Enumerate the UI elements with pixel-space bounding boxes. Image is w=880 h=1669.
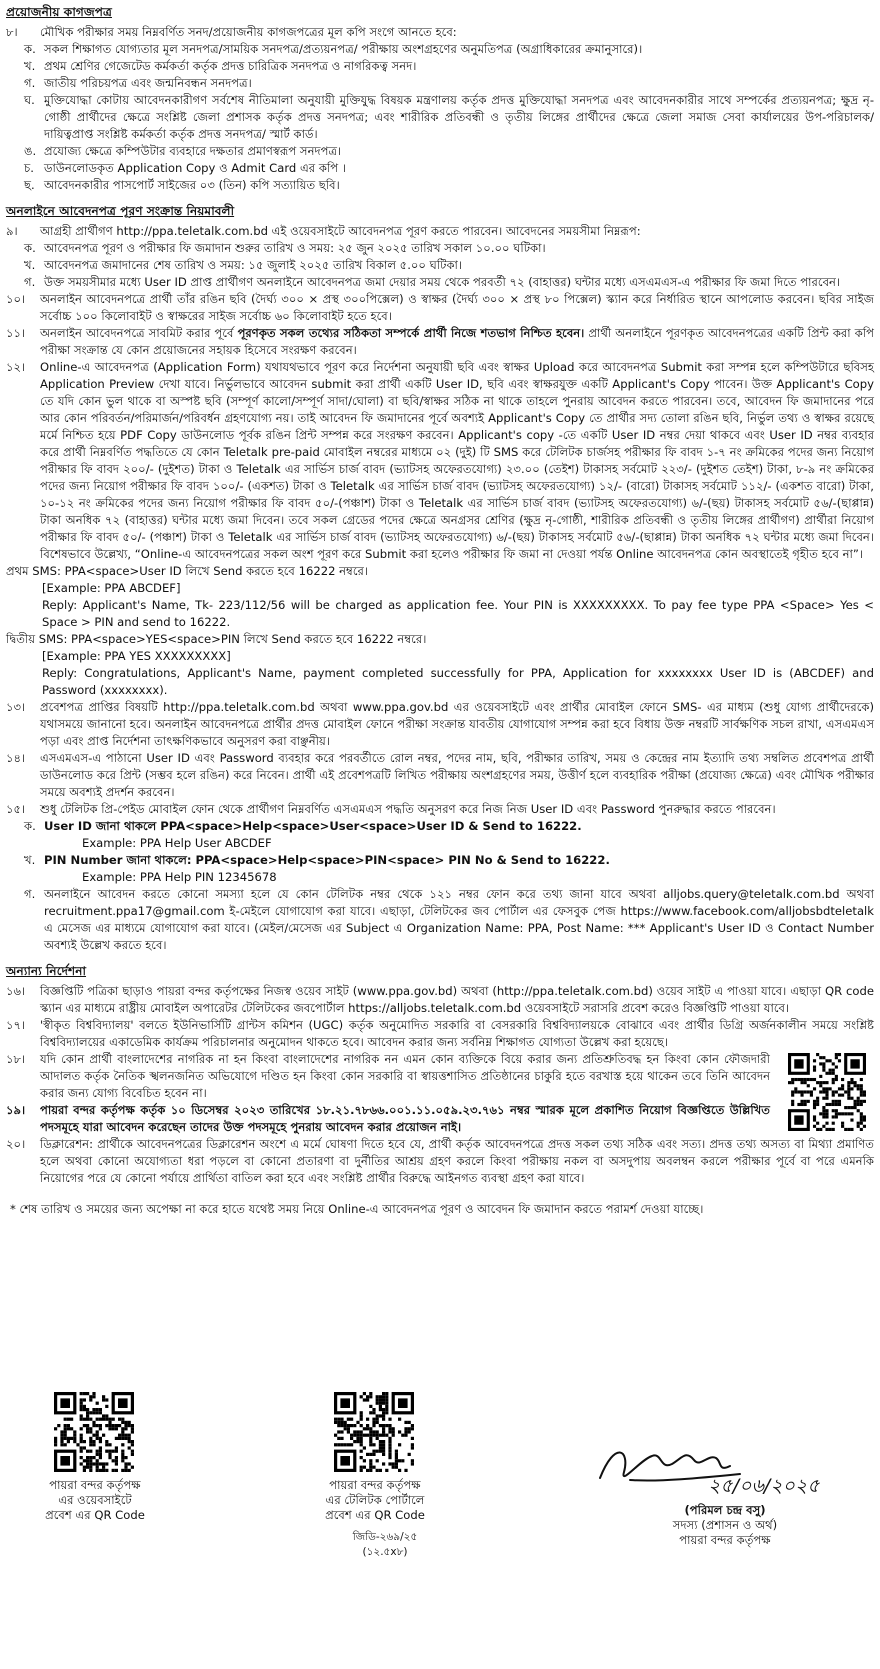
qr-code-teletalk-portal bbox=[334, 1392, 414, 1472]
sms-2-example: [Example: PPA YES XXXXXXXXX] bbox=[42, 649, 231, 663]
subitem-pin bbox=[24, 852, 874, 869]
subitem-text: প্রযোজ্য ক্ষেত্রে কম্পিউটার ব্যবহারে দক্ষতার প্রমাণস্বরূপ সনদপত্র। bbox=[44, 144, 342, 158]
item-text: শুধু টেলিটক প্রি-পেইড মোবাইল ফোন থেকে প্রার্থীগণ নিম্নবর্ণিত এসএমএস পদ্ধতি অনুসরণ করে নিজ নিজ User ID এবং Password পুনরুদ্ধার করতে পারবেন। bbox=[40, 802, 776, 816]
subitem-text: আবেদনকারীর পাসপোর্ট সাইজের ০৩ (তিন) কপি সত্যায়িত ছবি। bbox=[44, 178, 340, 192]
subitem-user-id bbox=[24, 818, 874, 835]
sms-2-reply: Reply: Congratulations, Applicant's Name, payment completed successfully for PPA, Application for xxxxxxxx User ID is (ABCDEF) and Password (xxxxxxxx). bbox=[42, 666, 874, 697]
signature-date: ২৫/০৬/২০২৫ bbox=[708, 1475, 820, 1497]
qr-caption-teletalk bbox=[290, 1478, 460, 1523]
subitem-label: খ. bbox=[24, 853, 36, 867]
item-8 bbox=[6, 24, 874, 41]
subitem bbox=[24, 41, 874, 58]
item-text: 'স্বীকৃত বিশ্ববিদ্যালয়' বলতে ইউনিভার্সিটি গ্রান্টস কমিশন (UGC) কর্তৃক অনুমোদিত সরকারি বা বেসরকারি বিশ্ববিদ্যালয়কে বোঝাবে এবং প্রার্থীর ডিগ্রি অর্জনকালীন সময়ে সংশ্লিষ্ট বিশ্ববিদ্যালয়ের একাডেমিক কার্যক্রম পরিচালনার অনুমোদন থাকতে হবে। আবেদন করার জন্য সর্বনিম্ন শিক্ষাগত যোগ্যতা উল্লেখ করা হয়েছে। bbox=[40, 1018, 874, 1049]
subitem-label: চ. bbox=[24, 161, 34, 175]
subitem-text: User ID জানা থাকলে PPA<space>Help<space>User<space>User ID & Send to 16222. bbox=[44, 819, 582, 833]
qr-code-graphic bbox=[54, 1392, 134, 1472]
signatory-name: (পরিমল চন্দ্র বসু) bbox=[684, 1503, 766, 1517]
item-text: প্রবেশপত্র প্রাপ্তির বিষয়টি http://ppa.teletalk.com.bd অথবা www.ppa.gov.bd এর ওয়েবসাইটে এবং প্রার্থীর মোবাইল ফোনে SMS- এর মাধ্যম (শুধু যোগ্য প্রার্থীদেরকে) যথাসময়ে জানানো হবে। অনলাইন আবেদনপত্রে প্রার্থীর প্রদত্ত মোবাইল ফোনে পরীক্ষা সংক্রান্ত যাবতীয় যোগাযোগ সম্পন্ন করা হবে বিধায় উক্ত নম্বরটি সার্বক্ষণিক সচল রাখা, এসএমএস পড়া এবং প্রাপ্ত নির্দেশনা তাৎক্ষণিকভাবে অনুসরণ করা বাঞ্ছনীয়। bbox=[40, 700, 874, 748]
signatory-designation: সদস্য (প্রশাসন ও অর্থ) bbox=[672, 1518, 778, 1532]
section-title-online-application-rules: অনলাইনে আবেদনপত্র পূরণ সংক্রান্ত নিয়মাবলী bbox=[6, 204, 235, 218]
qr-code-graphic bbox=[788, 1053, 866, 1131]
item-text: পায়রা বন্দর কর্তৃপক্ষ কর্তৃক ১০ ডিসেম্বর ২০২৩ তারিখের ১৮.২১.৭৮৬৬.০০১.১১.০৫৯.২৩.৭৬১ নম্বর স্মারক মূলে প্রকাশিত নিয়োগ বিজ্ঞপ্তিতে উল্লিখিত পদসমূহে যারা আবেদন করেছেন তাদের উক্ত পদসমূহে পুনরায় আবেদন করার প্রয়োজন নাই। bbox=[40, 1103, 770, 1134]
subitem-text: আবেদনপত্র জমাদানের শেষ তারিখ ও সময়: ১৫ জুলাই ২০২৫ তারিখ বিকাল ৫.০০ ঘটিকা। bbox=[44, 258, 463, 272]
item-number: ১৮। bbox=[6, 1052, 26, 1066]
subitem-example: Example: PPA Help PIN 12345678 bbox=[82, 870, 277, 884]
subitem-contact bbox=[24, 886, 874, 954]
item-14 bbox=[6, 750, 874, 801]
item-number: ৯। bbox=[6, 224, 18, 238]
subitem bbox=[24, 143, 874, 160]
subitem bbox=[24, 160, 874, 177]
subitem-label: ক. bbox=[24, 241, 36, 255]
item-text-emphasis: পূরণকৃত সকল তথ্যের সঠিকতা সম্পর্কে প্রার্থী নিজে শতভাগ নিশ্চিত হবেন। bbox=[237, 326, 585, 340]
subitem-text: PIN Number জানা থাকলে: PPA<space>Help<space>PIN<space> PIN No & Send to 16222. bbox=[44, 853, 610, 867]
subitem-text: উক্ত সময়সীমার মধ্যে User ID প্রাপ্ত প্রার্থীগণ অনলাইনে আবেদনপত্র জমা দেয়ার সময় থেকে পরবর্তী ৭২ (বাহাত্তর) ঘন্টার মধ্যে এসএমএস-এ পরীক্ষার ফি জমা দিতে পারবেন। bbox=[44, 275, 841, 289]
item-15 bbox=[6, 801, 874, 818]
subitem-text: সকল শিক্ষাগত যোগ্যতার মূল সনদপত্র/সাময়িক সনদপত্র/প্রত্যয়নপত্র/ পরীক্ষায় অংশগ্রহণের অনুমতিপত্র (অগ্রাধিকারের ক্রমানুসারে)। bbox=[44, 42, 643, 56]
item-17 bbox=[6, 1017, 874, 1051]
reference-code: জিডি-২৬৯/২৫ (১২.৫x৮) bbox=[352, 1531, 418, 1558]
item-number: ৮। bbox=[6, 25, 18, 39]
caption-line: পায়রা বন্দর কর্তৃপক্ষ bbox=[329, 1478, 421, 1492]
item-text: আগ্রহী প্রার্থীগণ http://ppa.teletalk.com.bd এই ওয়েবসাইটে আবেদনপত্র পূরণ করতে পারবেন। আবেদনের সময়সীমা নিম্নরূপ: bbox=[40, 224, 641, 238]
qr-code-website bbox=[54, 1392, 134, 1472]
subitem-label: ঙ. bbox=[24, 144, 37, 158]
subitem-label: খ. bbox=[24, 258, 36, 272]
item-number: ১৩। bbox=[6, 700, 26, 714]
item-number: ১৬। bbox=[6, 984, 26, 998]
signature-graphic bbox=[590, 1420, 840, 1500]
item-12 bbox=[6, 359, 874, 563]
section-title-required-documents: প্রয়োজনীয় কাগজপত্র bbox=[6, 5, 112, 19]
subitem bbox=[24, 257, 874, 274]
item-text: প্রার্থী অনলাইনে পূরণকৃত আবেদনপত্রের একটি প্রিন্ট করা কপি পরীক্ষা সংক্রান্ত যে কোন প্রয়োজনের সহায়ক হিসেবে সংরক্ষণ করবেন। bbox=[40, 326, 875, 357]
subitem bbox=[24, 92, 874, 143]
sms-1-instruction: প্রথম SMS: PPA<space>User ID লিখে Send করতে হবে 16222 নম্বরে। bbox=[6, 564, 369, 578]
signatory-org: পায়রা বন্দর কর্তৃপক্ষ bbox=[679, 1533, 771, 1547]
item-text: এসএমএস-এ পাঠানো User ID এবং Password ব্যবহার করে পরবর্তীতে রোল নম্বর, পদের নাম, ছবি, পরীক্ষার তারিখ, সময় ও কেন্দ্রের নাম ইত্যাদি তথ্য সম্বলিত প্রবেশপত্র প্রার্থী ডাউনলোড করে প্রিন্ট (সম্ভব হলে রঙিন) করে নিবেন। প্রার্থী এই প্রবেশপত্রটি লিখিত পরীক্ষায় অংশগ্রহণের সময়, উত্তীর্ণ হলে ব্যবহারিক পরীক্ষা (প্রযোজ্য ক্ষেত্রে) এবং মৌখিক পরীক্ষার সময়ে অবশ্যই প্রদর্শন করবেন। bbox=[40, 751, 874, 799]
subitem-label: গ. bbox=[24, 275, 36, 289]
subitem-text: অনলাইনে আবেদন করতে কোনো সমস্যা হলে যে কোন টেলিটক নম্বর থেকে ১২১ নম্বর ফোন করে তথ্য জানা যাবে অথবা alljobs.query@teletalk.com.bd অথবা recruitment.ppa17@gmail.com ই-মেইলে যোগাযোগ করা যাবে। এছাড়া, টেলিটকের জব পোর্টাল এর ফেসবুক পেজ https://www.facebook.com/alljobsbdteletalk এ মেসেজ এর মাধ্যমে যোগাযোগ করা যাবে। (মেইল/মেসেজ এর Subject এ Organization Name: PPA, Post Name: *** Applicant's User ID ও Contact Number অবশ্যই উল্লেখ করতে হবে। bbox=[44, 887, 874, 952]
caption-line: প্রবেশ এর QR Code bbox=[325, 1508, 425, 1522]
subitem-example: Example: PPA Help User ABCDEF bbox=[82, 836, 272, 850]
item-number: ১৪। bbox=[6, 751, 26, 765]
sms-1-example: [Example: PPA ABCDEF] bbox=[42, 581, 181, 595]
handwritten-signature bbox=[590, 1420, 840, 1500]
item-11 bbox=[6, 325, 874, 359]
subitem-label: ঘ. bbox=[24, 93, 35, 107]
subitem bbox=[24, 274, 874, 291]
items-18-19-block bbox=[6, 1051, 874, 1136]
section-title-other-instructions: অন্যান্য নির্দেশনা bbox=[6, 964, 87, 978]
subitem-text: মুক্তিযোদ্ধা কোটায় আবেদনকারীগণ সর্বশেষ নীতিমালা অনুযায়ী মুক্তিযুদ্ধ বিষয়ক মন্ত্রণালয় কর্তৃক প্রদত্ত মুক্তিযোদ্ধা সনদপত্র এবং আবেদনকারীর সাথে সম্পর্কের প্রত্যয়নপত্র; ক্ষুদ্র নৃ-গোষ্ঠী প্রার্থীদের ক্ষেত্রে সংশ্লিষ্ট জেলা প্রশাসক কর্তৃক প্রদত্ত সনদপত্র; এবং শারীরিক প্রতিবন্ধী ও তৃতীয় লিঙ্গের প্রার্থীদের ক্ষেত্রে জেলা সমাজ সেবা কার্যালয়ের উপ-পরিচালক/ দায়িত্বপ্রাপ্ত সংশ্লিষ্ট কর্মকর্তা কর্তৃক প্রদত্ত সনদপত্র/ স্মার্ট কার্ড। bbox=[44, 93, 874, 141]
subitem bbox=[24, 58, 874, 75]
item-16 bbox=[6, 983, 874, 1017]
item-number: ১১। bbox=[6, 326, 26, 340]
item-20 bbox=[6, 1136, 874, 1187]
subitem bbox=[24, 75, 874, 92]
item-text: যদি কোন প্রার্থী বাংলাদেশের নাগরিক না হন কিংবা বাংলাদেশের নাগরিক নন এমন কোন ব্যক্তিকে বিয়ে করার জন্য প্রতিশ্রুতিবদ্ধ হন কিংবা কোন ফৌজদারী আদালত কর্তৃক নৈতিক স্খলনজনিত অভিযোগে দণ্ডিত হন কিংবা কোন সরকারি বা স্বায়ত্তশাসিত প্রতিষ্ঠানের চাকুরি হতে বরখাস্ত হয়ে থাকেন তবে তিনি আবেদন করার জন্য যোগ্য বিবেচিত হবেন না। bbox=[40, 1052, 770, 1100]
qr-code-graphic bbox=[334, 1392, 414, 1472]
item-text: Online-এ আবেদনপত্র (Application Form) যথাযথভাবে পূরণ করে নির্দেশনা অনুযায়ী ছবি এবং স্বাক্ষর Upload করে আবেদনপত্র Submit করা সম্পন্ন হলে কম্পিউটারে ছবিসহ Application Preview দেখা যাবে। নির্ভুলভাবে আবেদন submit করা প্রার্থী একটি User ID, ছবি এবং স্বাক্ষরযুক্ত একটি Applicant's Copy পাবেন। উক্ত Applicant's Copy তে যদি কোন ভুল থাকে বা অস্পষ্ট ছবি (সম্পূর্ণ কালো/সম্পূর্ণ সাদা/ঘোলা) বা ছবি/স্বাক্ষর সঠিক না থাকে তাহলে পুনরায় আবেদন করতে পারবেন। তবে, আবেদন ফি জমাদানের পরে আর কোন পরিবর্তন/পরিমার্জন/পরিবর্ধন গ্রহণযোগ্য নয়। তাই আবেদন ফি জমাদানের পূর্বে অবশ্যই Applicant's Copy তে প্রার্থীর সদ্য তোলা রঙিন ছবি, নির্ভুল তথ্য ও স্বাক্ষর রয়েছে মর্মে নিশ্চিত হয়ে PDF Copy ডাউনলোড পূর্বক রঙিন প্রিন্ট সম্পন্ন করে সংরক্ষণ করবেন। Applicant's copy -তে একটি User ID নম্বর দেয়া থাকবে এবং User ID নম্বর ব্যবহার করে প্রার্থী নিম্নবর্ণিত পদ্ধতিতে যে কোন Teletalk pre-paid মোবাইল নম্বরের মাধ্যমে ০২ (দুই) টি SMS করে টেলিটক চার্জসহ পরীক্ষার ফি বাবদ ১-৭ নং ক্রমিকের পদের জন্য নিয়োগ পরীক্ষার ফি বাবদ ২০০/- (দুইশত) টাকা ও Teletalk এর সার্ভিস চার্জ বাবদ (ভ্যাটসহ অফেরতযোগ্য) ২৩.০০ (তেইশ) টাকাসহ সর্বমোট ২২৩/- (দুইশত তেইশ) টাকা, ৮-৯ নং ক্রমিকের পদের জন্য নিয়োগ পরীক্ষার ফি বাবদ ১০০/- (একশত) টাকা ও Teletalk এর সার্ভিস চার্জ বাবদ (ভ্যাটসহ অফেরতযোগ্য) ১২/- (বারো) টাকাসহ সর্বমোট ১১২/- (একশত বারো) টাকা, ১০-১২ নং ক্রমিকের পদের জন্য নিয়োগ পরীক্ষার ফি বাবদ ৫০/-(পঞ্চাশ) টাকা ও Teletalk এর সার্ভিস চার্জ বাবদ (ভ্যাটসহ অফেরতযোগ্য) ৬/-(ছয়) টাকাসহ সর্বমোট ৫৬/-(ছাপ্পান্ন) টাকা অনধিক ৭২ (বাহাত্তর) ঘন্টার মধ্যে জমা দিবেন। তবে সকল গ্রেডের পদের ক্ষেত্রে অনগ্রসর শ্রেণির (ক্ষুদ্র নৃ-গোষ্ঠী, শারীরিক প্রতিবন্ধী ও তৃতীয় লিঙ্গের প্রার্থীগণ) প্রার্থীরা নিয়োগ পরীক্ষার ফি বাবদ ৫০/- (পঞ্চাশ) টাকা ও Teletalk এর সার্ভিস চার্জ বাবদ (ভ্যাটসহ অফেরতযোগ্য) ৬/-(ছয়) টাকাসহ সর্বমোট ৫৬/-(ছাপ্পান্ন) টাকা অনধিক ৭২ ঘন্টার মধ্যে জমা দিবেন। বিশেষভাবে উল্লেখ্য, “Online-এ আবেদনপত্রের সকল অংশ পূরণ করে Submit করা হলেও পরীক্ষার ফি জমা না দেওয়া পর্যন্ত Online আবেদনপত্র কোন অবস্থাতেই গৃহীত হবে না”। bbox=[40, 360, 874, 561]
item-number: ১০। bbox=[6, 292, 26, 306]
subitem-label: গ. bbox=[24, 887, 36, 901]
caption-line: পায়রা বন্দর কর্তৃপক্ষ bbox=[49, 1478, 141, 1492]
caption-line: এর ওয়েবসাইটে bbox=[58, 1493, 132, 1507]
subitem-text: আবেদনপত্র পূরণ ও পরীক্ষার ফি জমাদান শুরুর তারিখ ও সময়: ২৫ জুন ২০২৫ তারিখ সকাল ১০.০০ ঘটিকা। bbox=[44, 241, 546, 255]
item-number: ১৭। bbox=[6, 1018, 26, 1032]
item-19 bbox=[6, 1102, 770, 1136]
item-13 bbox=[6, 699, 874, 750]
subitem bbox=[24, 240, 874, 257]
item-18 bbox=[6, 1051, 770, 1102]
subitem bbox=[24, 177, 874, 194]
subitem-text: প্রথম শ্রেণির গেজেটেড কর্মকর্তা কর্তৃক প্রদত্ত চারিত্রিক সনদপত্র ও নাগরিকত্ব সনদ। bbox=[44, 59, 417, 73]
item-text: অনলাইন আবেদনপত্রে প্রার্থী তাঁর রঙিন ছবি (দৈর্ঘ্য ৩০০ × প্রস্থ ৩০০পিক্সেল) ও স্বাক্ষর (দৈর্ঘ্য ৩০০ × প্রস্থ ৮০ পিক্সেল) স্ক্যান করে নির্ধারিত স্থানে আপলোড করবেন। ছবির সাইজ সর্বোচ্চ ১০০ কিলোবাইট ও স্বাক্ষরের সাইজ সর্বোচ্চ ৬০ কিলোবাইট হতে হবে। bbox=[40, 292, 874, 323]
caption-line: প্রবেশ এর QR Code bbox=[45, 1508, 145, 1522]
document-page bbox=[6, 4, 874, 1218]
item-text: ডিক্লারেশন: প্রার্থীকে আবেদনপত্রের ডিক্লারেশন অংশে এ মর্মে ঘোষণা দিতে হবে যে, প্রার্থী কর্তৃক আবেদনপত্রে প্রদত্ত সকল তথ্য সঠিক এবং সত্য। প্রদত্ত তথ্য অসত্য বা মিথ্যা প্রমাণিত হলে অথবা কোনো অযোগ্যতা ধরা পড়লে বা কোনো প্রতারণা বা দুর্নীতির আশ্রয় গ্রহণ করলে কিংবা পরীক্ষায় নকল বা অসদুপায় অবলম্বন করলে পরীক্ষার পূর্বে বা পরে এমনকি নিয়োগের পরে যে কোনো পর্যায়ে প্রার্থিতা বাতিল করা হবে এবং সংশ্লিষ্ট প্রার্থীর বিরুদ্ধে আইনগত ব্যবস্থা গ্রহণ করা যাবে। bbox=[40, 1137, 874, 1185]
subitem-label: ক. bbox=[24, 819, 36, 833]
item-10 bbox=[6, 291, 874, 325]
item-number: ২০। bbox=[6, 1137, 26, 1151]
qr-code-right bbox=[788, 1053, 866, 1131]
subitem-label: ছ. bbox=[24, 178, 35, 192]
item-text: অনলাইন আবেদনপত্রে সাবমিট করার পূর্বে bbox=[40, 326, 234, 340]
footnote: * শেষ তারিখ ও সময়ের জন্য অপেক্ষা না করে হাতে যথেষ্ট সময় নিয়ে Online-এ আবেদনপত্র পূরণ ও আবেদন ফি জমাদান করতে পরামর্শ দেওয়া যাচ্ছে। bbox=[10, 1202, 704, 1216]
subitem-text: ডাউনলোডকৃত Application Copy ও Admit Card এর কপি । bbox=[44, 161, 346, 175]
subitem-label: খ. bbox=[24, 59, 36, 73]
item-9 bbox=[6, 223, 874, 240]
item-number: ১৯। bbox=[6, 1103, 26, 1117]
item-number: ১৫। bbox=[6, 802, 26, 816]
item-text: মৌখিক পরীক্ষার সময় নিম্নবর্ণিত সনদ/প্রয়োজনীয় কাগজপত্রের মূল কপি সংগে আনতে হবে: bbox=[40, 25, 457, 39]
item-text: বিজ্ঞপ্তিটি পত্রিকা ছাড়াও পায়রা বন্দর কর্তৃপক্ষের নিজস্ব ওয়েব সাইট (www.ppa.gov.bd) অথবা (http://ppa.teletalk.com.bd) ওয়েব সাইট এ পাওয়া যাবে। এছাড়া QR code স্ক্যান এর মাধ্যমে রাষ্ট্রীয় মোবাইল অপারেটর টেলিটকের জবপোর্টাল https://alljobs.teletalk.com.bd ওয়েবসাইটে সরাসরি প্রবেশ করেও বিজ্ঞপ্তিটি পাওয়া যাবে। bbox=[40, 984, 874, 1015]
caption-line: এর টেলিটক পোর্টালে bbox=[325, 1493, 425, 1507]
sms-1-reply: Reply: Applicant's Name, Tk- 223/112/56 will be charged as application fee. Your PIN is XXXXXXXXX. To pay fee type PPA <Space> Yes < Space > PIN and send to 16222. bbox=[42, 598, 874, 629]
subitem-label: ক. bbox=[24, 42, 36, 56]
signatory-block bbox=[590, 1503, 860, 1548]
subitem-text: জাতীয় পরিচয়পত্র এবং জন্মনিবন্ধন সনদপত্র। bbox=[44, 76, 252, 90]
qr-caption-website bbox=[10, 1478, 180, 1523]
subitem-label: গ. bbox=[24, 76, 36, 90]
item-number: ১২। bbox=[6, 360, 26, 374]
sms-2-instruction: দ্বিতীয় SMS: PPA<space>YES<space>PIN লিখে Send করতে হবে 16222 নম্বরে। bbox=[6, 632, 427, 646]
